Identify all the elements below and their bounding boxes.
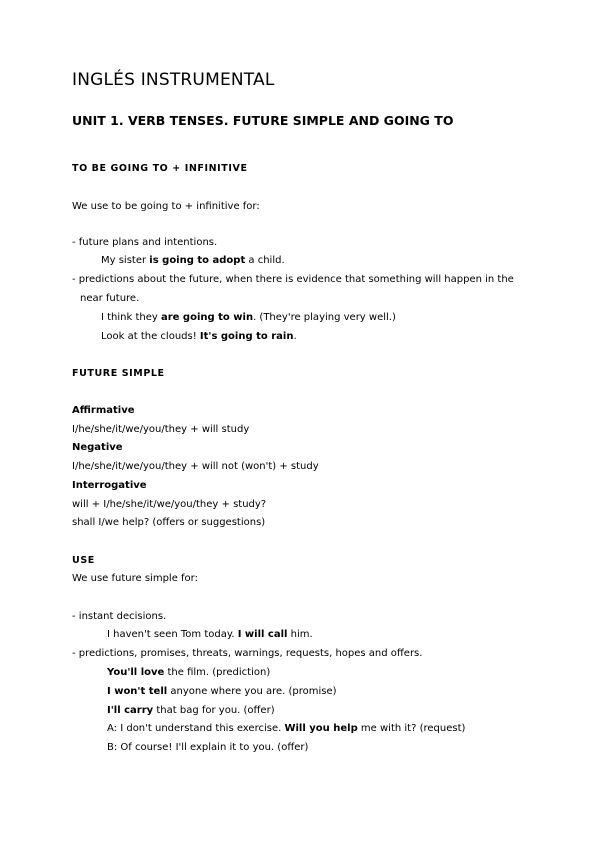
use-example-1: I haven't seen Tom today. I will call him. [107, 629, 313, 640]
interrogative-shall: shall I/we help? (offers or suggestions) [72, 517, 266, 528]
interrogative-form: will + I/he/she/it/we/you/they + study? [72, 499, 267, 510]
use-example-5: A: I don't understand this exercise. Will you help me with it? (request) [107, 723, 466, 734]
going-to-example-2: I think they are going to win. (They're playing very well.) [101, 312, 396, 323]
going-to-heading: TO BE GOING TO + INFINITIVE [72, 163, 248, 174]
use-heading: USE [72, 555, 95, 566]
going-to-example-3: Look at the clouds! It's going to rain. [101, 331, 297, 342]
going-to-example-1: My sister is going to adopt a child. [101, 255, 285, 266]
unit-heading: UNIT 1. VERB TENSES. FUTURE SIMPLE AND GOING TO [72, 113, 454, 128]
use-example-6: B: Of course! I'll explain it to you. (offer) [107, 742, 309, 753]
affirmative-form: I/he/she/it/we/you/they + will study [72, 424, 250, 435]
use-example-4: I'll carry that bag for you. (offer) [107, 705, 275, 716]
page-title: INGLÉS INSTRUMENTAL [72, 70, 275, 90]
going-to-use-predictions: - predictions about the future, when there is evidence that something will happen in the [72, 274, 514, 285]
use-instant-decisions: - instant decisions. [72, 611, 167, 622]
negative-form: I/he/she/it/we/you/they + will not (won't) + study [72, 461, 319, 472]
use-example-2: You'll love the film. (prediction) [107, 667, 271, 678]
use-example-3: I won't tell anyone where you are. (promise) [107, 686, 337, 697]
affirmative-label: Affirmative [72, 405, 135, 416]
negative-label: Negative [72, 442, 123, 453]
going-to-intro: We use to be going to + infinitive for: [72, 201, 260, 212]
use-predictions: - predictions, promises, threats, warnings, requests, hopes and offers. [72, 648, 423, 659]
use-intro: We use future simple for: [72, 573, 198, 584]
going-to-use-predictions-cont: near future. [80, 293, 140, 304]
interrogative-label: Interrogative [72, 480, 147, 491]
going-to-use-plans: - future plans and intentions. [72, 237, 218, 248]
future-simple-heading: FUTURE SIMPLE [72, 368, 165, 379]
